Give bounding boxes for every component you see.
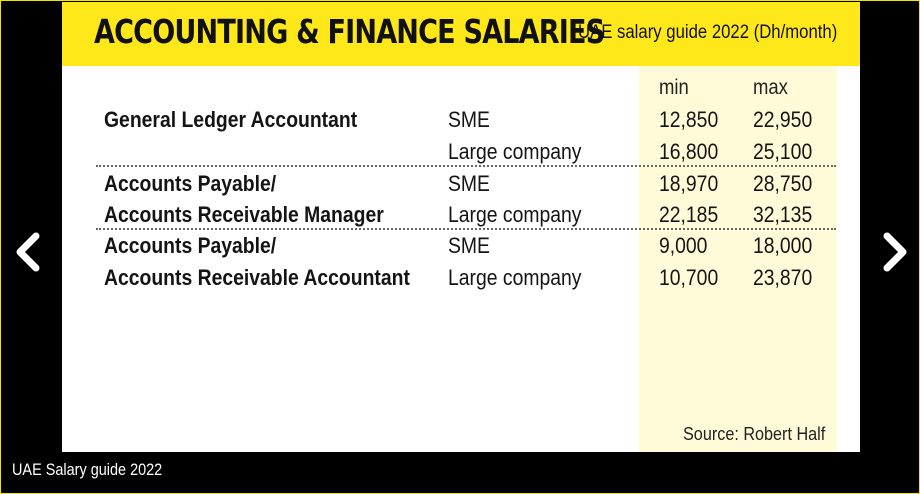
salary-max: 28,750 <box>753 171 813 196</box>
company-size: Large company <box>448 139 582 164</box>
salary-min: 12,850 <box>659 107 719 132</box>
salary-max: 22,950 <box>753 107 813 132</box>
company-size: SME <box>448 107 490 132</box>
image-caption: UAE Salary guide 2022 <box>12 460 163 479</box>
max-column-header: max <box>753 76 788 99</box>
job-title-line: Accounts Payable/ <box>104 171 277 196</box>
company-size: Large company <box>448 265 582 290</box>
salary-min: 9,000 <box>659 233 708 258</box>
salary-min: 10,700 <box>659 265 719 290</box>
job-title-line: Accounts Payable/ <box>104 233 277 258</box>
slide-subtitle: UAE salary guide 2022 (Dh/month) <box>578 22 838 43</box>
salary-max: 18,000 <box>753 233 813 258</box>
salary-min: 18,970 <box>659 171 719 196</box>
slide-title: ACCOUNTING & FINANCE SALARIES <box>94 12 605 51</box>
job-title-line: Accounts Receivable Manager <box>104 202 384 227</box>
title-banner <box>62 2 860 66</box>
chevron-right-icon <box>875 230 915 274</box>
dotted-divider <box>96 228 836 230</box>
salary-min: 16,800 <box>659 139 719 164</box>
dotted-divider <box>96 165 836 167</box>
prev-slide-button[interactable] <box>8 230 48 274</box>
source-note: Source: Robert Half <box>683 424 826 444</box>
salary-slide <box>62 2 860 452</box>
min-column-header: min <box>659 76 689 99</box>
salary-max: 32,135 <box>753 202 813 227</box>
company-size: SME <box>448 171 490 196</box>
salary-max: 25,100 <box>753 139 813 164</box>
company-size: Large company <box>448 202 582 227</box>
job-title-line: Accounts Receivable Accountant <box>104 265 410 290</box>
next-slide-button[interactable] <box>875 230 915 274</box>
salary-max: 23,870 <box>753 265 813 290</box>
chevron-left-icon <box>8 230 48 274</box>
company-size: SME <box>448 233 490 258</box>
job-title: General Ledger Accountant <box>104 107 358 132</box>
salary-min: 22,185 <box>659 202 719 227</box>
